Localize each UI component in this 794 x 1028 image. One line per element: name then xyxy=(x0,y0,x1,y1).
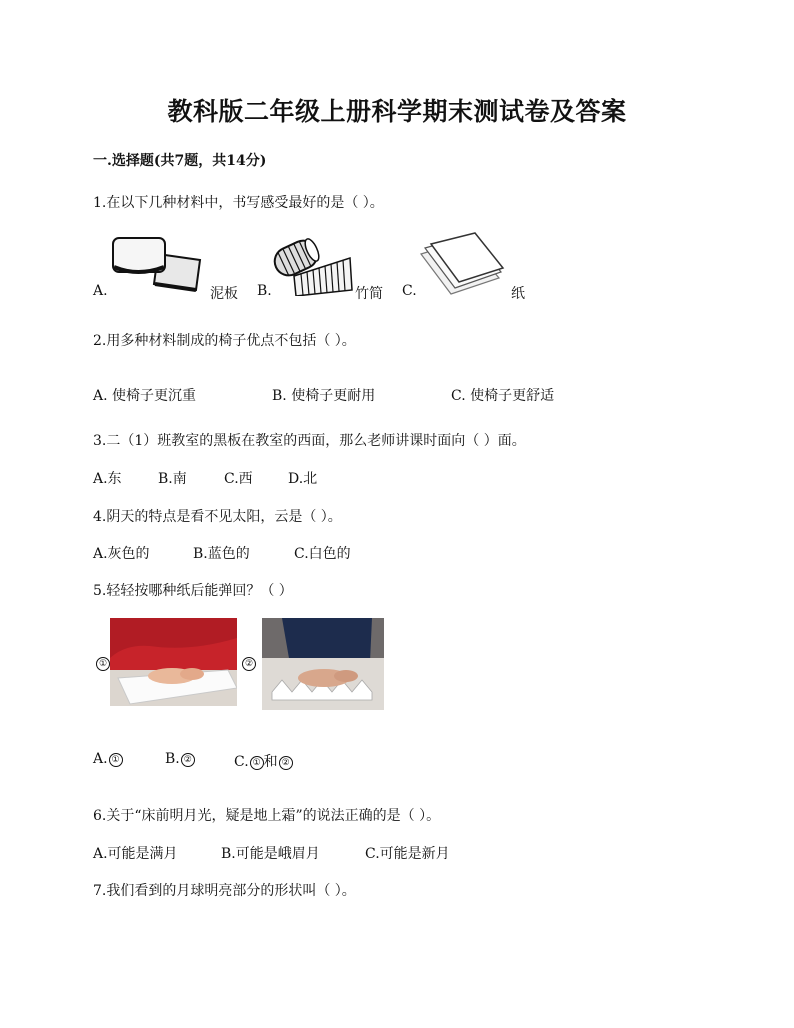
question-5: 5.轻轻按哪种纸后能弹回？（ ） xyxy=(93,583,293,599)
q1-option-c-letter: C. xyxy=(402,283,417,299)
photo-flat-paper xyxy=(110,618,237,706)
circled-number-2: ② xyxy=(242,657,256,671)
question-7: 7.我们看到的月球明亮部分的形状叫（ ）。 xyxy=(93,883,356,899)
q4-option-a: A.灰色的 xyxy=(93,546,150,562)
circled-number-1: ① xyxy=(96,657,110,671)
q4-option-c: C.白色的 xyxy=(294,546,351,562)
q5-option-c-letter: C. xyxy=(234,754,249,770)
paper-stack-icon xyxy=(417,232,505,298)
q5-option-c-mark-1: ① xyxy=(250,756,264,770)
question-3: 3.二（1）班教室的黑板在教室的西面，那么老师讲课时面向（ ）面。 xyxy=(93,433,526,449)
q6-option-a: A.可能是满月 xyxy=(93,846,178,862)
photo-folded-paper xyxy=(262,618,384,710)
q5-option-c-mark-2: ② xyxy=(279,756,293,770)
q6-option-b: B.可能是峨眉月 xyxy=(221,846,320,862)
question-6: 6.关于“床前明月光，疑是地上霜”的说法正确的是（ ）。 xyxy=(93,808,441,824)
q1-option-a-label: 泥板 xyxy=(210,286,238,302)
q3-option-a: A.东 xyxy=(93,471,122,487)
q5-option-c-conjunction: 和 xyxy=(263,754,278,770)
page-title: 教科版二年级上册科学期末测试卷及答案 xyxy=(167,97,627,126)
q5-option-b-mark: ② xyxy=(181,753,195,767)
q1-option-c-label: 纸 xyxy=(511,286,525,302)
q3-option-d: D.北 xyxy=(288,471,318,487)
bamboo-scroll-icon xyxy=(272,238,354,296)
question-2: 2.用多种材料制成的椅子优点不包括（ ）。 xyxy=(93,333,356,349)
q5-option-a xyxy=(93,751,123,767)
q5-option-a-mark: ① xyxy=(109,753,123,767)
photo-1-marker xyxy=(95,655,110,671)
photo-flat-paper-image xyxy=(110,618,237,706)
q2-option-b: B. 使椅子更耐用 xyxy=(272,388,376,404)
q1-option-a-letter: A. xyxy=(93,283,108,299)
photo-folded-paper-image xyxy=(262,618,384,710)
q4-option-b: B.蓝色的 xyxy=(193,546,250,562)
q2-option-a: A. 使椅子更沉重 xyxy=(93,388,197,404)
q5-option-b xyxy=(165,751,195,767)
q5-option-c xyxy=(234,751,293,771)
question-4: 4.阴天的特点是看不见太阳，云是（ ）。 xyxy=(93,509,342,525)
q1-option-b-label: 竹简 xyxy=(355,286,383,302)
q2-option-c: C. 使椅子更舒适 xyxy=(451,388,555,404)
q5-option-b-letter: B. xyxy=(165,751,180,767)
section-heading: 一.选择题(共7题，共14分) xyxy=(93,153,267,169)
photo-2-marker xyxy=(241,655,256,671)
q5-option-a-letter: A. xyxy=(93,751,108,767)
q3-option-c: C.西 xyxy=(224,471,253,487)
q1-option-b-letter: B. xyxy=(257,283,272,299)
q6-option-c: C.可能是新月 xyxy=(365,846,450,862)
clay-tablet-icon xyxy=(108,234,204,294)
question-1: 1.在以下几种材料中，书写感受最好的是（ ）。 xyxy=(93,195,384,211)
q3-option-b: B.南 xyxy=(158,471,187,487)
